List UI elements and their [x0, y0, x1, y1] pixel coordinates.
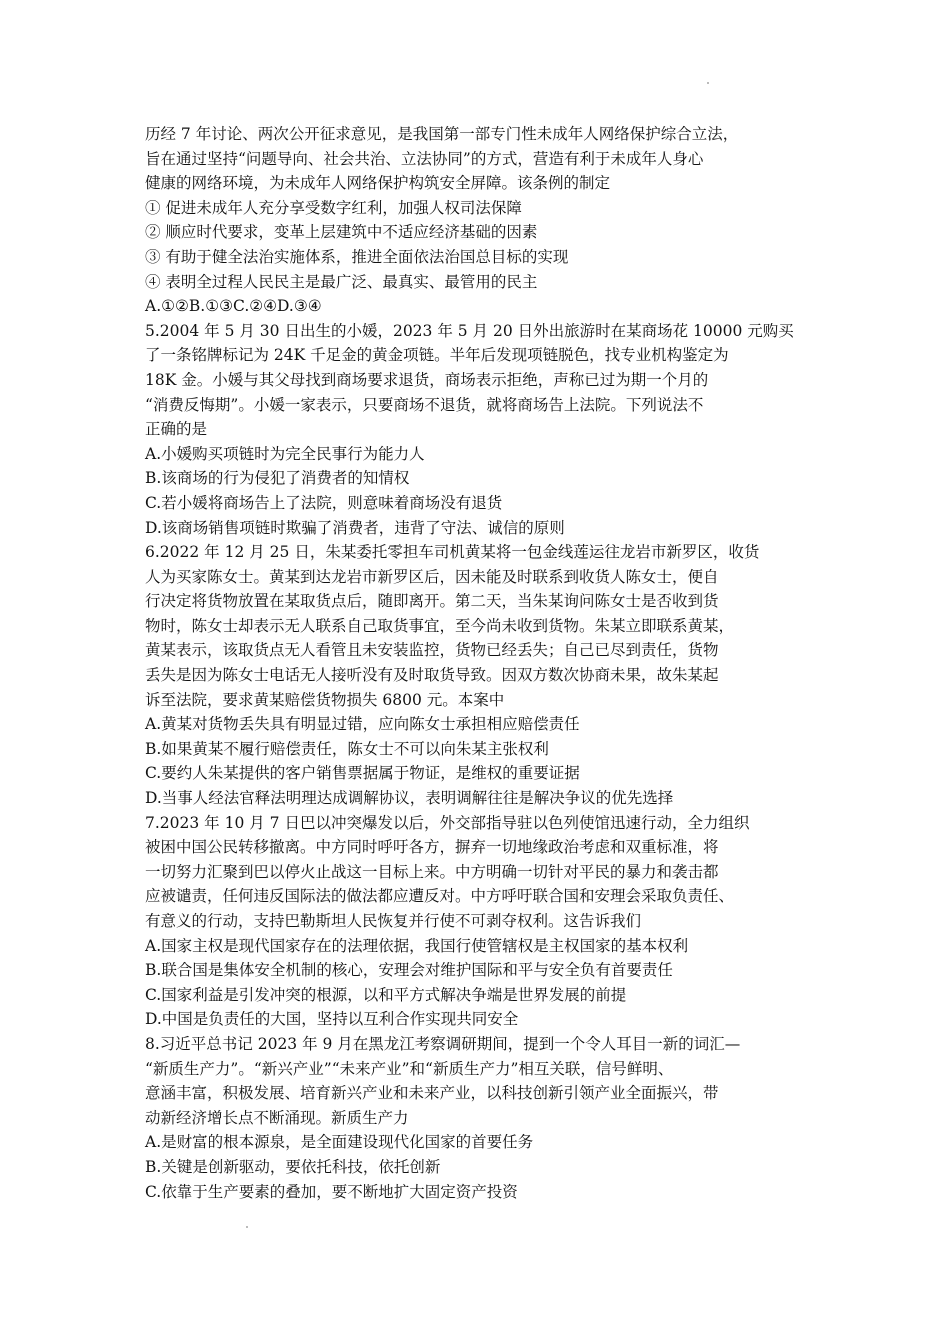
- question-4-stem-line: 健康的网络环境，为未成年人网络保护构筑安全屏障。该条例的制定: [145, 174, 611, 193]
- question-6-stem-line: 黄某表示，该取货点无人看管且未安装监控，货物已经丢失；自己已尽到责任，货物: [145, 641, 719, 660]
- question-5-stem-line: 18K 金。小媛与其父母找到商场要求退货，商场表示拒绝，声称已过为期一个月的: [145, 370, 709, 389]
- question-7-option-a: A.国家主权是现代国家存在的法理依据，我国行使管辖权是主权国家的基本权利: [145, 936, 689, 955]
- question-5-stem-line: 5.2004 年 5 月 30 日出生的小媛，2023 年 5 月 20 日外出旅游时在某商场花 10000 元购买: [145, 321, 794, 340]
- question-4-item-3: ③ 有助于健全法治实施体系，推进全面依法治国总目标的实现: [145, 247, 569, 266]
- question-8-option-c: C.依靠于生产要素的叠加，要不断地扩大固定资产投资: [145, 1182, 518, 1201]
- question-5-option-a: A.小媛购买项链时为完全民事行为能力人: [145, 444, 425, 463]
- question-6-option-c: C.要约人朱某提供的客户销售票据属于物证，是维权的重要证据: [145, 764, 580, 783]
- question-4-stem-line: 旨在通过坚持“问题导向、社会共治、立法协同”的方式，营造有利于未成年人身心: [145, 149, 704, 168]
- question-4-item-2: ② 顺应时代要求，变革上层建筑中不适应经济基础的因素: [145, 223, 538, 242]
- question-6: [145, 540, 835, 811]
- question-5-option-b: B.该商场的行为侵犯了消费者的知情权: [145, 469, 410, 488]
- question-7-option-d: D.中国是负责任的大国，坚持以互利合作实现共同安全: [145, 1010, 519, 1029]
- question-6-stem-line: 诉至法院，要求黄某赔偿货物损失 6800 元。本案中: [145, 690, 505, 709]
- question-7-stem-line: 一切努力汇聚到巴以停火止战这一目标上来。中方明确一切针对平民的暴力和袭击都: [145, 862, 719, 881]
- question-8-stem-line: 意涵丰富，积极发展、培育新兴产业和未来产业，以科技创新引领产业全面振兴，带: [145, 1084, 719, 1103]
- question-5-option-d: D.该商场销售项链时欺骗了消费者，违背了守法、诚信的原则: [145, 518, 565, 537]
- question-7-option-b: B.联合国是集体安全机制的核心，安理会对维护国际和平与安全负有首要责任: [145, 961, 673, 980]
- question-7-stem-line: 有意义的行动，支持巴勒斯坦人民恢复并行使不可剥夺权利。这告诉我们: [145, 912, 642, 930]
- question-6-stem-line: 物时，陈女士却表示无人联系自己取货事宜，至今尚未收到货物。朱某立即联系黄某，: [145, 616, 735, 635]
- question-8-option-b: B.关键是创新驱动，要依托科技，依托创新: [145, 1157, 441, 1176]
- question-6-stem-line: 6.2022 年 12 月 25 日，朱某委托零担车司机黄某将一包金线莲运往龙岩市新罗区，收货: [145, 543, 760, 562]
- question-6-stem-line: 行决定将货物放置在某取货点后，随即离开。第二天，当朱某询问陈女士是否收到货: [145, 592, 719, 611]
- question-7-stem-line: 应被谴责，任何违反国际法的做法都应遭反对。中方呼吁联合国和安理会采取负责任、: [145, 887, 735, 906]
- question-6-option-b: B.如果黄某不履行赔偿责任，陈女士不可以向朱某主张权利: [145, 739, 549, 758]
- question-5-stem-line: “消费反悔期”。小媛一家表示，只要商场不退货，就将商场告上法院。下列说法不: [145, 395, 704, 414]
- question-8: [145, 1032, 835, 1204]
- question-4-options: A.①②B.①③C.②④D.③④: [145, 297, 322, 316]
- question-6-stem-line: 人为买家陈女士。黄某到达龙岩市新罗区后，因未能及时联系到收货人陈女士，便自: [145, 567, 719, 586]
- question-5-stem-line: 正确的是: [145, 420, 208, 439]
- question-4-item-4: ④ 表明全过程人民民主是最广泛、最真实、最管用的民主: [145, 272, 538, 291]
- question-7-stem-line: 被困中国公民转移撤离。中方同时呼吁各方，摒弃一切地缘政治考虑和双重标准，将: [145, 838, 719, 857]
- exam-page-body: [145, 122, 835, 1204]
- question-4: [145, 122, 835, 319]
- question-8-stem-line: “新质生产力”。“新兴产业”“未来产业”和“新质生产力”相互关联，信号鲜明、: [145, 1059, 674, 1078]
- question-7-option-c: C.国家利益是引发冲突的根源，以和平方式解决争端是世界发展的前提: [145, 985, 627, 1004]
- question-5: [145, 319, 835, 540]
- scan-mark-bottom: [246, 1226, 248, 1228]
- question-5-stem-line: 了一条铭牌标记为 24K 千足金的黄金项链。半年后发现项链脱色，找专业机构鉴定为: [145, 346, 729, 365]
- question-4-item-1: ① 促进未成年人充分享受数字红利，加强人权司法保障: [145, 198, 522, 217]
- question-5-option-c: C.若小媛将商场告上了法院，则意味着商场没有退货: [145, 493, 503, 512]
- question-7-stem-line: 7.2023 年 10 月 7 日巴以冲突爆发以后，外交部指导驻以色列使馆迅速行动，全力组织: [145, 813, 750, 832]
- question-7: [145, 811, 835, 1032]
- question-8-stem-line: 8.习近平总书记 2023 年 9 月在黑龙江考察调研期间，提到一个令人耳目一新的词汇—: [145, 1034, 741, 1053]
- question-6-option-a: A.黄某对货物丢失具有明显过错，应向陈女士承担相应赔偿责任: [145, 715, 580, 734]
- question-8-stem-line: 动新经济增长点不断涌现。新质生产力: [145, 1108, 409, 1127]
- question-6-option-d: D.当事人经法官释法明理达成调解协议，表明调解往往是解决争议的优先选择: [145, 789, 674, 808]
- question-4-stem-line: 历经 7 年讨论、两次公开征求意见，是我国第一部专门性未成年人网络保护综合立法，: [145, 125, 739, 143]
- question-8-option-a: A.是财富的根本源泉，是全面建设现代化国家的首要任务: [145, 1133, 534, 1152]
- scan-mark-top: [707, 82, 709, 84]
- question-6-stem-line: 丢失是因为陈女士电话无人接听没有及时取货导致。因双方数次协商未果，故朱某起: [145, 666, 719, 685]
